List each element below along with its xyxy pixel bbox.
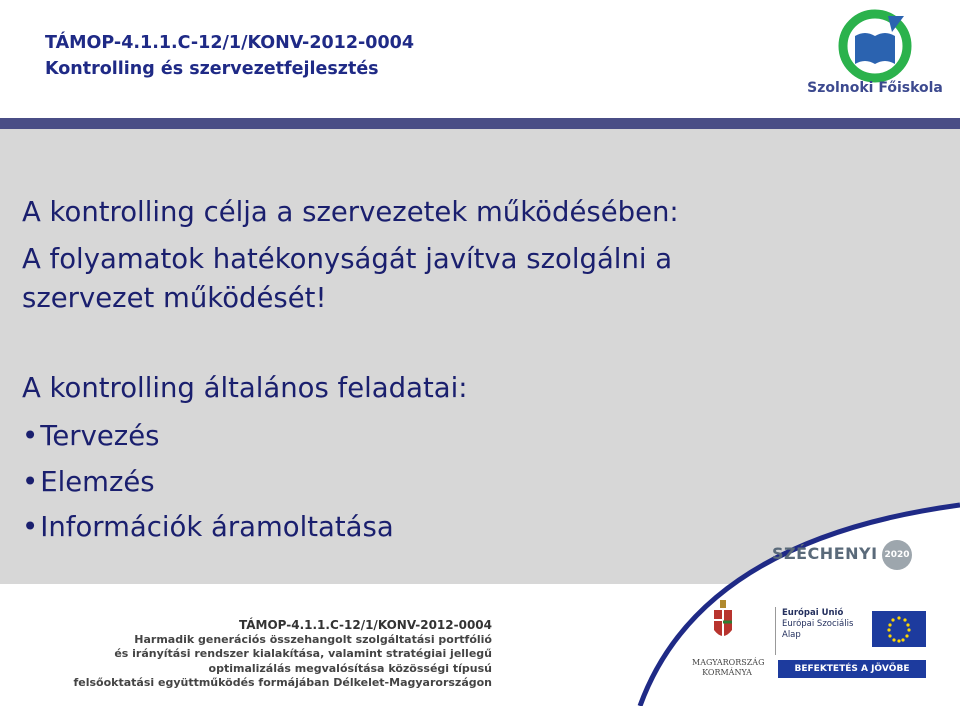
logo-text: Szolnoki Főiskola	[807, 80, 943, 96]
task-item: • Elemzés	[22, 463, 155, 501]
funding-text	[0, 618, 492, 691]
gov-line1: MAGYARORSZÁG	[692, 658, 765, 667]
eu-block	[775, 607, 926, 655]
eu-flag-icon	[872, 611, 926, 647]
tasks-heading: A kontrolling általános feladatai:	[22, 372, 468, 404]
funding-line: felsőoktatási együttműködés formájában Délkelet-Magyarországon	[73, 676, 492, 689]
szechenyi-label: SZÉCHENYI	[772, 544, 878, 563]
goal-text-line1: A folyamatok hatékonyságát javítva szolgálni a	[22, 243, 673, 275]
project-code: TÁMOP-4.1.1.C-12/1/KONV-2012-0004	[45, 33, 414, 53]
funding-line: és irányítási rendszer kialakítása, valamint stratégiai jellegű	[114, 647, 492, 660]
eu-line3: Alap	[782, 630, 801, 640]
eu-line1: Európai Unió	[782, 608, 844, 618]
course-title: Kontrolling és szervezetfejlesztés	[45, 59, 379, 79]
coat-of-arms-icon	[712, 600, 734, 644]
gov-line2: KORMÁNYA	[702, 668, 752, 677]
funding-code: TÁMOP-4.1.1.C-12/1/KONV-2012-0004	[238, 618, 492, 632]
task-item: • Tervezés	[22, 417, 159, 455]
funding-line: Harmadik generációs összehangolt szolgáltatási portfólió	[134, 632, 492, 646]
government-text	[692, 658, 765, 678]
goal-text-line2: szervezet működését!	[22, 282, 327, 314]
goal-heading: A kontrolling célja a szervezetek működésében:	[22, 196, 679, 228]
funding-line: optimalizálás megvalósítása közösségi típusú	[208, 661, 492, 675]
szechenyi-badge: 2020	[882, 540, 912, 570]
eu-line2: Európai Szociális	[782, 619, 854, 629]
invest-slogan: BEFEKTETÉS A JÖVŐBE	[778, 660, 926, 678]
task-item: • Információk áramoltatása	[22, 508, 394, 546]
eu-text	[782, 608, 853, 641]
